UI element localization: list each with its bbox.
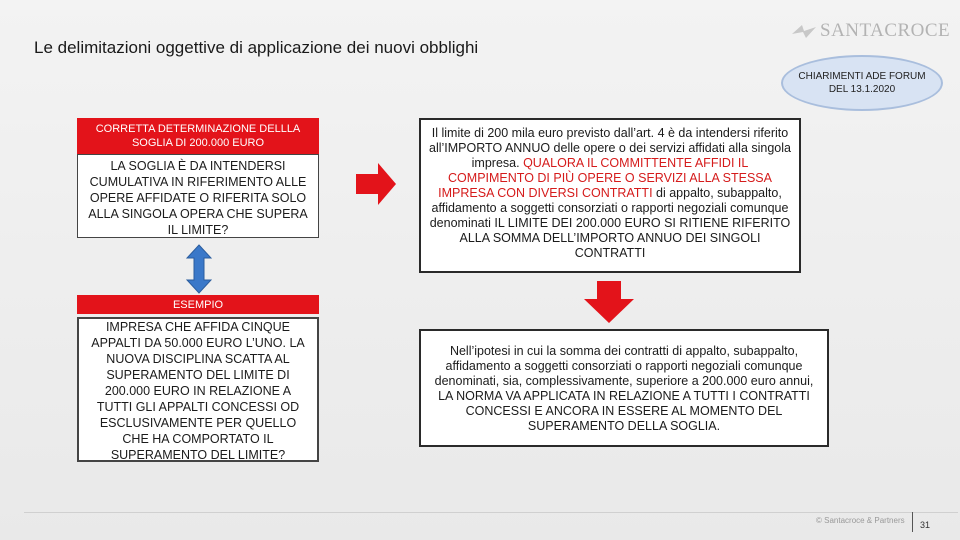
slide-title: Le delimitazioni oggettive di applicazione dei nuovi obblighi [34, 38, 479, 57]
box1-body-text: LA SOGLIA È DA INTENDERSI CUMULATIVA IN RIFERIMENTO ALLE OPERE AFFIDATE O RIFERITA SOLO ALLA SINGOLA OPERA CHE SUPERA IL LIMITE? [88, 159, 308, 237]
example-header [77, 295, 319, 314]
right-arrow-icon [356, 163, 396, 205]
double-arrow-icon [186, 244, 212, 294]
rule-text-3: QUALORA IL COMMITTENTE AFFIDI IL COMPIMENTO DI PIÙ OPERE O SERVIZI ALLA STESSA IMPRESA CON DIVERSI CONTRATTI [438, 156, 772, 200]
rule-text-4: di appalto, subappalto, affidamento a soggetti consorziati o rapporti negoziali comunque denominati [429, 186, 789, 230]
rule-text-2: riferito all’IMPORTO ANNUO delle opere o dei servizi affidati alla singola impresa. [429, 126, 791, 170]
application-text-1: Nell’ipotesi in cui la somma dei contratti di appalto, subappalto, affidamento a soggetti consorziati o rapporti negoziali comunque denominati, sia, complessivamente, superiore a 200.000 euro annui, [434, 344, 814, 388]
logo-text: SANTACROCE [820, 20, 951, 41]
callout-text: CHIARIMENTI ADE FORUM DEL 13.1.2020 [798, 71, 926, 95]
application-text-2: LA NORMA VA APPLICATA IN RELAZIONE A TUTTI I CONTRATTI CONCESSI E ANCORA IN ESSERE AL MOMENTO DEL SUPERAMENTO DELLA SOGLIA. [438, 389, 810, 433]
down-arrow-icon [584, 281, 634, 323]
footer-separator [912, 512, 913, 532]
example-header-text: ESEMPIO [172, 298, 224, 311]
footer-copyright: © Santacroce & Partners [816, 516, 905, 525]
box1-header-text: CORRETTA DETERMINAZIONE DELLLA SOGLIA DI 200.000 EURO [95, 123, 301, 149]
santacroce-logo-icon [790, 22, 818, 40]
santacroce-logo [790, 20, 951, 42]
application-box [419, 329, 829, 447]
example-body-text: IMPRESA CHE AFFIDA CINQUE APPALTI DA 50.000 EURO L’UNO. LA NUOVA DISCIPLINA SCATTA AL SUPERAMENTO DEL LIMITE DI 200.000 EURO IN RELAZIONE A TUTTI GLI APPALTI CONCESSI OD ESCLUSIVAMENTE PER QUELLO CHE HA COMPORTATO IL SUPERAMENTO DEL LIMITE? [91, 320, 305, 462]
footer-divider [24, 512, 958, 513]
callout-oval [781, 55, 943, 111]
box1-body [77, 154, 319, 238]
example-body [77, 317, 319, 462]
rule-text-5: IL LIMITE DEI 200.000 EURO SI RITIENE RIFERITO ALLA SOMMA DELL’IMPORTO ANNUO DEI SINGOLI CONTRATTI [459, 216, 791, 260]
rule-box [419, 118, 801, 273]
box1-header [77, 118, 319, 154]
rule-text-1: Il limite di 200 mila euro previsto dall’art. 4 è da intendersi [431, 126, 754, 140]
page-number: 31 [920, 520, 931, 530]
